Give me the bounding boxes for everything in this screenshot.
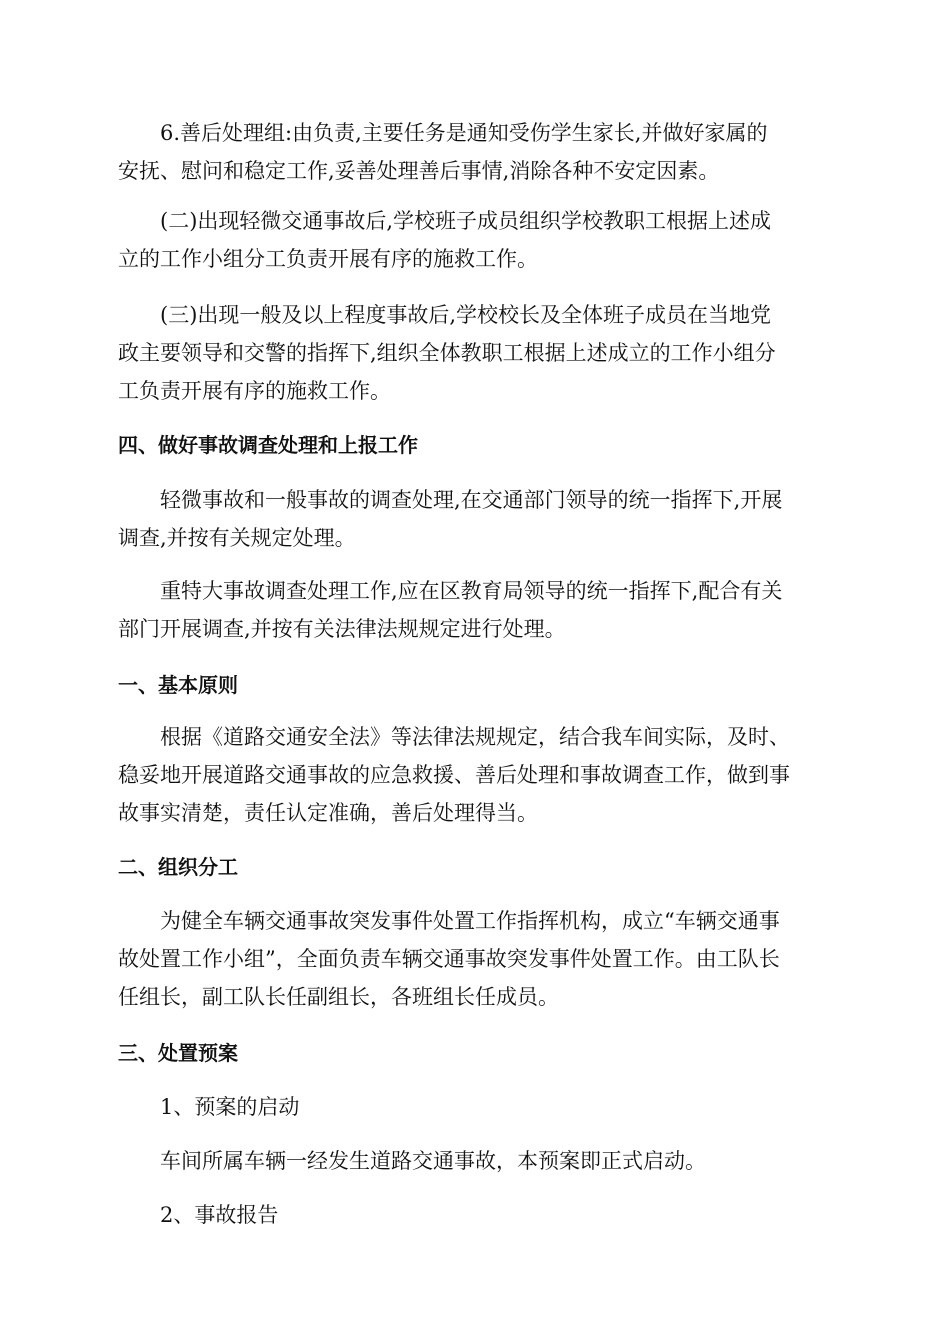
text-line: 6.善后处理组:由负责,主要任务是通知受伤学生家长,并做好家属的 <box>160 121 768 145</box>
heading-text: 二、组织分工 <box>118 855 238 879</box>
text-line: 任组长，副工队长任副组长，各班组长任成员。 <box>118 985 559 1009</box>
text-line: 2、事故报告 <box>160 1203 279 1227</box>
heading-text: 三、处置预案 <box>118 1041 238 1065</box>
text-line: 工负责开展有序的施救工作。 <box>118 379 391 403</box>
heading-organization <box>118 848 834 886</box>
text-line: 故事实清楚，责任认定准确，善后处理得当。 <box>118 801 538 825</box>
text-line: 部门开展调查,并按有关法律法规规定进行处理。 <box>118 617 566 641</box>
heading-text: 四、做好事故调查处理和上报工作 <box>118 433 418 457</box>
text-line: 稳妥地开展道路交通事故的应急救援、善后处理和事故调查工作，做到事 <box>118 763 790 787</box>
heading-text: 一、基本原则 <box>118 673 238 697</box>
paragraph-general-accident <box>118 296 834 410</box>
text-line: (三)出现一般及以上程度事故后,学校校长及全体班子成员在当地党 <box>160 303 772 327</box>
paragraph-plan-start <box>118 1142 834 1180</box>
text-line: 立的工作小组分工负责开展有序的施救工作。 <box>118 247 538 271</box>
text-line: (二)出现轻微交通事故后,学校班子成员组织学校教职工根据上述成 <box>160 209 772 233</box>
heading-principles <box>118 666 834 704</box>
paragraph-organization <box>118 902 834 1016</box>
text-line: 安抚、慰问和稳定工作,妥善处理善后事情,消除各种不安定因素。 <box>118 159 720 183</box>
text-line: 政主要领导和交警的指挥下,组织全体教职工根据上述成立的工作小组分 <box>118 341 776 365</box>
heading-plan <box>118 1034 834 1072</box>
paragraph-principles <box>118 718 834 832</box>
text-line: 重特大事故调查处理工作,应在区教育局领导的统一指挥下,配合有关 <box>160 579 783 603</box>
text-line: 轻微事故和一般事故的调查处理,在交通部门领导的统一指挥下,开展 <box>160 488 783 512</box>
paragraph-report-title <box>118 1196 834 1234</box>
text-line: 车间所属车辆一经发生道路交通事故，本预案即正式启动。 <box>160 1149 706 1173</box>
paragraph-investigation-major <box>118 572 834 648</box>
heading-investigation <box>118 426 834 464</box>
text-line: 故处置工作小组”，全面负责车辆交通事故突发事件处置工作。由工队长 <box>118 947 780 971</box>
paragraph-aftermath-group <box>118 114 834 190</box>
text-line: 1、预案的启动 <box>160 1095 300 1119</box>
paragraph-minor-accident <box>118 202 834 278</box>
paragraph-investigation-minor <box>118 481 834 557</box>
text-line: 调查,并按有关规定处理。 <box>118 526 356 550</box>
paragraph-plan-start-title <box>118 1088 834 1126</box>
text-line: 为健全车辆交通事故突发事件处置工作指挥机构，成立“车辆交通事 <box>160 909 780 933</box>
text-line: 根据《道路交通安全法》等法律法规规定，结合我车间实际，及时、 <box>160 725 790 749</box>
